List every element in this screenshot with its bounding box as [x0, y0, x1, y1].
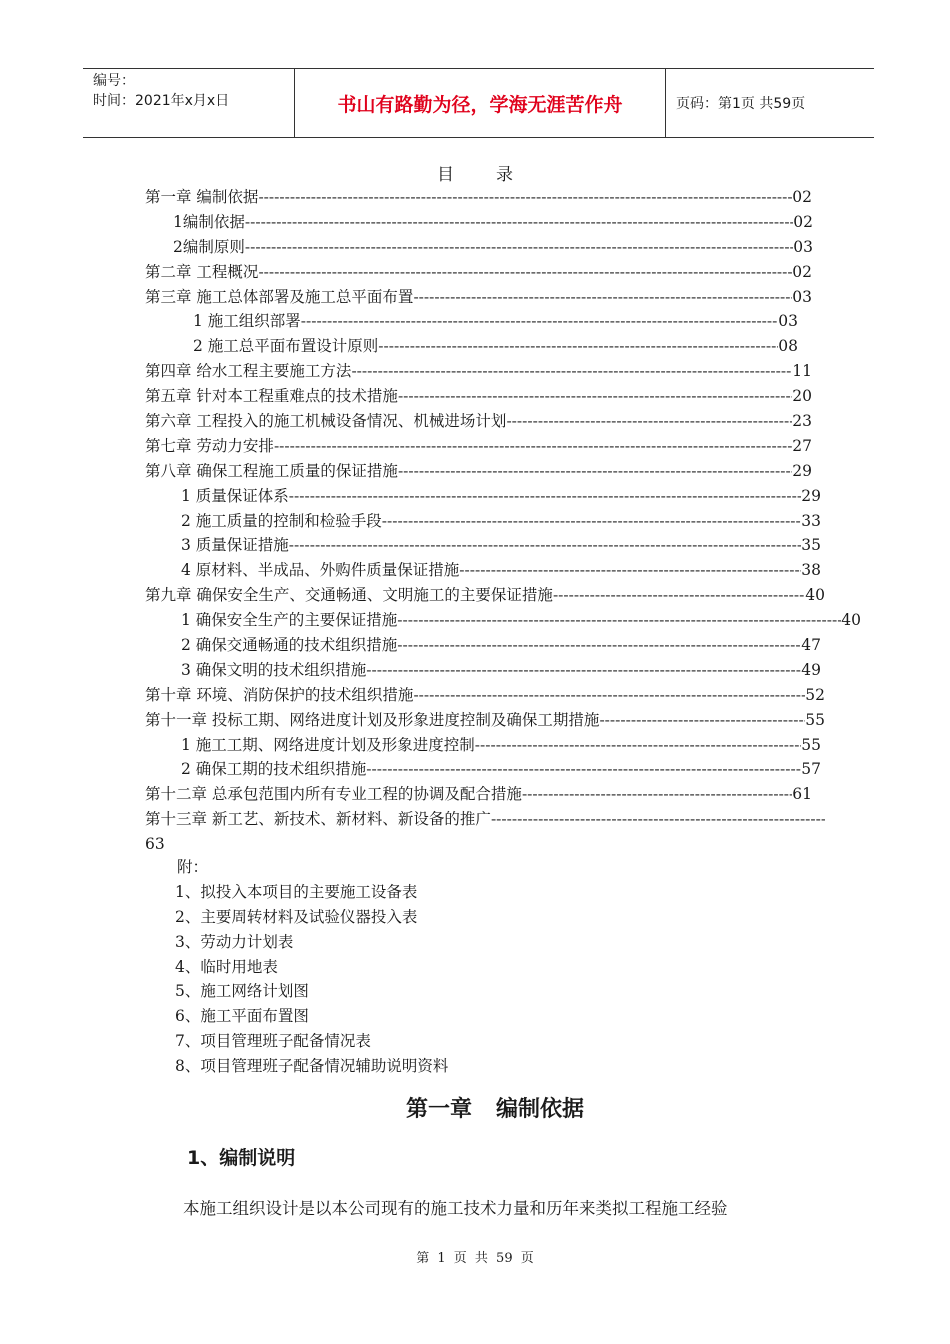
toc-page-number: 29	[792, 461, 812, 480]
toc-entry-text: 第三章 施工总体部署及施工总平面布置	[145, 287, 414, 306]
toc-entry[interactable]	[145, 434, 812, 459]
appendix-item: 6、施工平面布置图	[175, 1007, 309, 1026]
toc-leader	[301, 309, 778, 334]
appendix-item: 8、项目管理班子配备情况辅助说明资料	[175, 1057, 449, 1076]
toc-entry-text: 1 质量保证体系	[181, 486, 289, 505]
appendix-item: 5、施工网络计划图	[175, 982, 309, 1001]
toc-page-number: 29	[801, 486, 821, 505]
toc-entry-text: 第十一章 投标工期、网络进度计划及形象进度控制及确保工期措施	[145, 710, 600, 729]
toc-leader	[258, 185, 792, 210]
chapter-heading	[0, 1092, 950, 1123]
toc-entry-text: 1编制依据	[173, 212, 245, 231]
toc-entry-text: 2编制原则	[173, 237, 245, 256]
toc-entry[interactable]	[145, 583, 825, 608]
toc-page-number: 02	[792, 188, 812, 206]
toc-page-number: 03	[793, 237, 813, 256]
toc-entry-text: 第八章 确保工程施工质量的保证措施	[145, 461, 398, 480]
toc-leader	[245, 210, 793, 235]
toc-leader	[289, 484, 801, 509]
document-header	[83, 68, 874, 138]
toc-page-number: 40	[841, 611, 861, 630]
toc-entry[interactable]	[145, 757, 821, 782]
toc-page-number: 63	[145, 835, 165, 854]
toc-title: 目录	[437, 165, 555, 185]
toc-page-number: 02	[793, 212, 813, 231]
toc-page-number: 02	[792, 262, 812, 281]
toc-entry[interactable]	[145, 235, 813, 260]
appendix-item: 3、劳动力计划表	[175, 932, 294, 951]
toc-entry-text: 2 确保工期的技术组织措施	[181, 760, 367, 779]
toc-entry[interactable]	[145, 782, 812, 807]
toc-entry-text: 1 施工组织部署	[193, 312, 301, 331]
toc-entry-text: 2 施工质量的控制和检验手段	[181, 511, 382, 530]
toc-entry-text: 第十二章 总承包范围内所有专业工程的协调及配合措施	[145, 785, 522, 804]
toc-entry[interactable]	[145, 409, 812, 434]
header-page-info: 页码：第1页 共59页	[676, 96, 806, 112]
toc-page-number: 20	[792, 387, 812, 406]
toc-page-number: 33	[801, 511, 821, 530]
toc-leader	[378, 334, 778, 359]
appendix-item: 4、临时用地表	[175, 957, 278, 976]
appendix-item: 1、拟投入本项目的主要施工设备表	[175, 882, 418, 901]
toc-leader	[351, 359, 792, 384]
toc-entry[interactable]	[145, 633, 821, 658]
toc-page-number: 47	[801, 636, 821, 655]
toc-page-number: 27	[792, 436, 812, 455]
toc-entry-text: 3 质量保证措施	[181, 536, 289, 555]
toc-page-number: 38	[801, 561, 821, 580]
toc-entry-text: 第九章 确保安全生产、交通畅通、文明施工的主要保证措施	[145, 586, 553, 605]
toc-leader	[366, 757, 801, 782]
toc-entry[interactable]	[145, 334, 798, 359]
toc-entry-text: 第十章 环境、消防保护的技术组织措施	[145, 685, 414, 704]
toc-entry[interactable]	[145, 708, 825, 733]
toc-entry[interactable]	[145, 210, 813, 235]
chapter-title: 编制依据	[496, 1097, 585, 1122]
toc-leader	[506, 409, 792, 434]
toc-leader	[398, 384, 792, 409]
toc-entry[interactable]	[145, 260, 812, 285]
toc-entry[interactable]	[145, 309, 798, 334]
appendix-heading: 附：	[177, 858, 209, 876]
toc-page-number: 35	[801, 536, 821, 555]
toc-entry-text: 第四章 给水工程主要施工方法	[145, 362, 352, 381]
toc-leader	[599, 708, 805, 733]
toc-leader	[459, 558, 801, 583]
toc-entry-text: 第七章 劳动力安排	[145, 436, 274, 455]
toc-page-number: 55	[801, 735, 821, 754]
section-heading: 1、编制说明	[187, 1147, 296, 1169]
toc-entry[interactable]	[145, 658, 821, 683]
toc-leader	[413, 285, 792, 310]
toc-entry[interactable]	[145, 185, 812, 210]
toc-page-number: 08	[778, 337, 798, 356]
toc-entry-text: 第十三章 新工艺、新技术、新材料、新设备的推广	[145, 810, 491, 829]
toc-entry[interactable]	[145, 807, 825, 832]
toc-page-number: 57	[801, 760, 821, 779]
toc-page-number: 03	[792, 287, 812, 306]
toc-entry-text: 1 确保安全生产的主要保证措施	[181, 611, 398, 630]
toc-entry[interactable]	[145, 683, 825, 708]
toc-page-number: 11	[792, 362, 812, 381]
toc-leader	[274, 434, 792, 459]
toc-page-number: 61	[792, 785, 812, 804]
chapter-number: 第一章	[405, 1097, 472, 1122]
toc-leader	[522, 782, 792, 807]
toc-entry[interactable]	[145, 459, 812, 484]
toc-entry[interactable]	[145, 285, 812, 310]
header-motto: 书山有路勤为径，学海无涯苦作舟	[295, 69, 666, 137]
toc-entry[interactable]	[145, 733, 821, 758]
toc-leader	[398, 459, 792, 484]
toc-entry[interactable]	[145, 484, 821, 509]
number-label: 编号：	[93, 73, 135, 89]
toc-leader	[475, 733, 801, 758]
toc-leader	[553, 583, 805, 608]
toc-page-number: 40	[805, 586, 825, 605]
toc-leader	[245, 235, 793, 260]
toc-entry[interactable]	[145, 359, 812, 384]
toc-entry[interactable]	[145, 384, 812, 409]
toc-page-number: 55	[805, 710, 825, 729]
time-label: 时间：2021年x月x日	[93, 93, 230, 109]
toc-entry[interactable]	[145, 509, 821, 534]
table-of-contents	[145, 185, 861, 857]
toc-entry-text: 第六章 工程投入的施工机械设备情况、机械进场计划	[145, 412, 507, 431]
toc-leader	[397, 608, 841, 633]
toc-entry-text: 2 确保交通畅通的技术组织措施	[181, 636, 398, 655]
toc-page-number: 52	[805, 685, 825, 704]
toc-page-number: 23	[792, 412, 812, 431]
page-footer: 第 1 页 共 59 页	[416, 1251, 534, 1266]
toc-leader	[413, 683, 805, 708]
toc-entry-text: 3 确保文明的技术组织措施	[181, 660, 367, 679]
toc-entry[interactable]	[145, 533, 821, 558]
body-paragraph: 本施工组织设计是以本公司现有的施工技术力量和历年来类拟工程施工经验	[183, 1199, 728, 1218]
toc-leader	[491, 807, 825, 832]
appendix-list	[175, 855, 448, 1079]
toc-page-number: 49	[801, 660, 821, 679]
toc-leader	[382, 509, 801, 534]
toc-entry-text: 2 施工总平面布置设计原则	[193, 337, 379, 356]
toc-page-number: 03	[778, 312, 798, 331]
toc-entry[interactable]	[145, 558, 821, 583]
appendix-item: 2、主要周转材料及试验仪器投入表	[175, 907, 418, 926]
toc-leader	[258, 260, 792, 285]
toc-entry-text: 第二章 工程概况	[145, 262, 259, 281]
toc-entry[interactable]	[145, 608, 861, 633]
toc-leader	[289, 533, 801, 558]
toc-entry-text: 第一章 编制依据	[145, 188, 259, 206]
header-meta	[83, 69, 295, 137]
toc-leader	[366, 658, 801, 683]
toc-entry-text: 1 施工工期、网络进度计划及形象进度控制	[181, 735, 475, 754]
toc-entry-text: 4 原材料、半成品、外购件质量保证措施	[181, 561, 460, 580]
appendix-item: 7、项目管理班子配备情况表	[175, 1032, 371, 1051]
toc-entry-text: 第五章 针对本工程重难点的技术措施	[145, 387, 398, 406]
toc-leader	[397, 633, 801, 658]
